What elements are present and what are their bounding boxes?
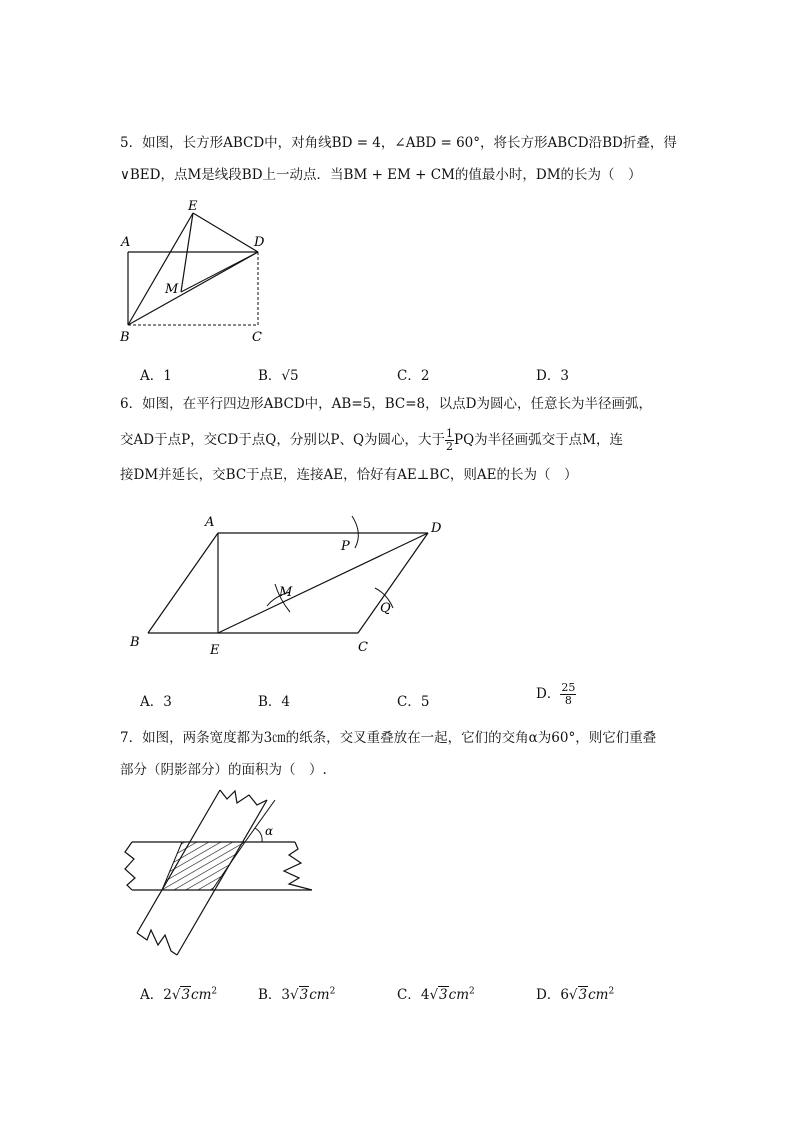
option-radicand: 3 [439, 987, 448, 1003]
q7-option-d[interactable] [536, 983, 614, 1003]
option-letter: D． [536, 368, 561, 384]
q7-label-alpha: α [265, 824, 274, 838]
q6-label-c: C [358, 640, 368, 655]
frac-den: 2 [446, 440, 454, 453]
q7-horizontal-strip-left-tear [125, 842, 135, 890]
q6-fraction-half [445, 428, 454, 453]
q6-option-b[interactable] [258, 690, 290, 710]
option-radicand: 3 [578, 987, 588, 1003]
option-exponent: 2 [469, 986, 475, 997]
option-radicand: 3 [299, 987, 309, 1003]
q7-option-c[interactable] [397, 983, 475, 1003]
option-value: 1 [163, 368, 172, 384]
q5-stem-line1: 5．如图，长方形ABCD中，对角线BD = 4，∠ABD = 60°，将长方形ABCD沿BD折叠，得 [120, 135, 677, 151]
q6-option-a[interactable] [140, 690, 172, 710]
option-value: 2 [420, 368, 430, 384]
q5-figure [115, 195, 285, 350]
q5-diagonal-bd [128, 252, 258, 325]
frac-den: 8 [564, 694, 572, 707]
q6-label-p: P [341, 539, 350, 554]
option-letter: A． [140, 694, 164, 710]
q6-stem-line2-pre: 交AD于点P，交CD于点Q，分别以P、Q为圆心，大于 [120, 432, 446, 448]
q6-label-e: E [210, 643, 220, 658]
q6-option-d[interactable] [536, 682, 576, 707]
q7-angle-arc [255, 828, 262, 842]
option-value: 5 [420, 694, 430, 710]
q5-option-d[interactable] [536, 364, 569, 384]
radical-sign: √ [429, 987, 439, 1003]
q5-label-b: B [120, 330, 130, 345]
q6-stem-line2 [120, 428, 623, 453]
q5-label-d: D [254, 235, 265, 250]
option-exponent: 2 [608, 986, 615, 997]
q5-label-a: A [121, 235, 131, 250]
option-radicand: 3 [181, 987, 191, 1003]
q6-stem-line3: 接DM并延长，交BC于点E，连接AE，恰好有AE⊥BC，则AE的长为（ ） [120, 467, 578, 483]
q5-option-b[interactable] [258, 364, 299, 384]
option-unit: cm [191, 987, 212, 1003]
q5-option-c[interactable] [397, 364, 429, 384]
option-letter: B． [258, 987, 282, 1003]
option-value: 3 [163, 694, 172, 710]
q6-stem-line2-post: PQ为半径画弧交于点M，连 [454, 432, 624, 448]
q6-label-q: Q [380, 601, 391, 616]
q5-label-e: E [188, 199, 198, 214]
option-exponent: 2 [211, 986, 218, 997]
q6-stem-line1: 6．如图，在平行四边形ABCD中，AB=5，BC=8，以点D为圆心，任意长为半径画弧， [120, 396, 652, 412]
frac-num: 25 [561, 681, 576, 694]
q7-option-a[interactable] [140, 983, 217, 1003]
q6-label-d: D [431, 521, 442, 536]
option-letter: C． [397, 987, 421, 1003]
q7-stem-line2: 部分（阴影部分）的面积为（ ）. [120, 762, 327, 778]
q6-figure [125, 508, 455, 658]
frac-num: 1 [446, 427, 454, 440]
radical-sign: √ [290, 987, 299, 1003]
q7-slanted-strip-bottom-tear [137, 930, 177, 955]
option-letter: D． [536, 987, 561, 1003]
q7-figure [115, 785, 325, 960]
option-letter: C． [397, 694, 421, 710]
q6-option-c[interactable] [397, 690, 429, 710]
radical-sign: √ [171, 987, 181, 1003]
q5-option-a[interactable] [140, 364, 172, 384]
q6-option-d-fraction [560, 682, 576, 707]
option-value: 3 [560, 368, 569, 384]
q7-horizontal-strip-right-tear [284, 842, 312, 890]
q7-overlap-shaded [162, 842, 245, 890]
option-letter: B． [258, 368, 282, 384]
option-coef: 2 [163, 987, 172, 1003]
option-letter: B． [258, 694, 282, 710]
q5-stem-line2: ∨BED，点M是线段BD上一动点．当BM + EM + CM的值最小时，DM的长为（ ） [120, 167, 642, 183]
q5-label-m: M [165, 282, 179, 297]
option-unit: cm [448, 987, 470, 1003]
option-unit: cm [309, 987, 330, 1003]
option-value: 4 [281, 694, 291, 710]
q7-option-b[interactable] [258, 983, 335, 1003]
option-coef: 6 [560, 987, 569, 1003]
option-coef: 3 [281, 987, 291, 1003]
option-value: √5 [281, 368, 299, 384]
option-coef: 4 [420, 987, 430, 1003]
q5-label-c: C [252, 330, 262, 345]
q7-slanted-strip-top-tear [220, 790, 267, 805]
radical-sign: √ [568, 987, 578, 1003]
q6-arc-p [352, 516, 358, 548]
q7-stem-line1: 7．如图，两条宽度都为3㎝的纸条，交叉重叠放在一起，它们的交角α为60°，则它们重叠 [120, 730, 657, 746]
option-unit: cm [588, 987, 609, 1003]
q6-label-b: B [130, 635, 140, 650]
option-letter: A． [140, 987, 164, 1003]
option-letter: D． [536, 686, 561, 702]
option-letter: A． [140, 368, 164, 384]
option-letter: C． [397, 368, 421, 384]
q6-label-a: A [205, 515, 215, 530]
option-exponent: 2 [329, 986, 336, 997]
q6-label-m: M [279, 585, 293, 600]
